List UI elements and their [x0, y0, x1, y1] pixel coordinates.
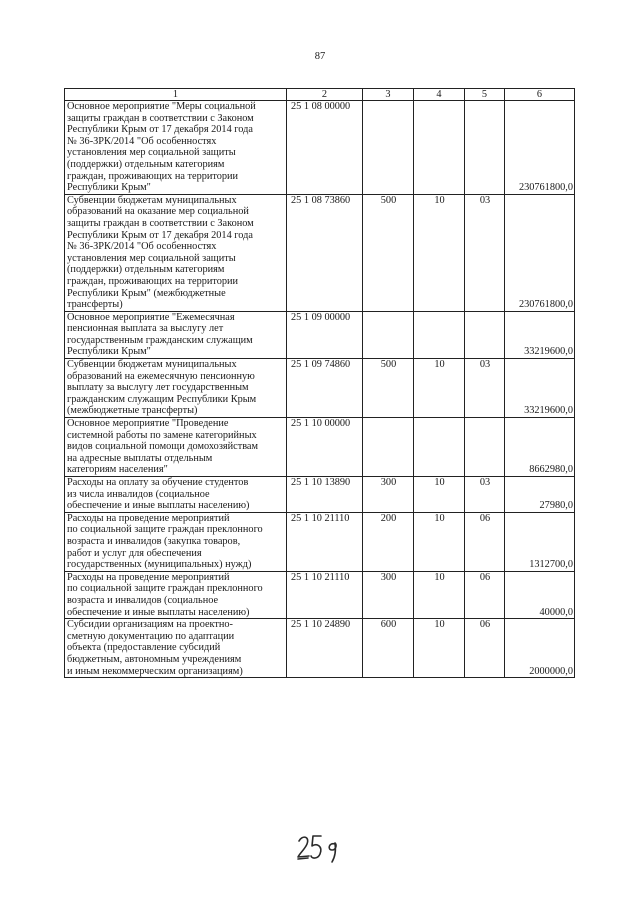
row-subsection: 06	[465, 619, 505, 678]
column-header: 6	[505, 89, 575, 101]
handwritten-page-number	[295, 832, 345, 864]
row-name: Основное мероприятие "Ежемесячная пенсионная выплата за выслугу лет государственным гражданским служащим Республики Крым"	[65, 311, 287, 358]
row-amount: 2000000,0	[505, 619, 575, 678]
row-type: 500	[363, 194, 414, 311]
row-section: 10	[414, 619, 465, 678]
row-code: 25 1 10 21110	[287, 571, 363, 618]
row-section: 10	[414, 359, 465, 418]
row-code: 25 1 10 13890	[287, 477, 363, 513]
table-row	[65, 512, 575, 571]
row-subsection: 03	[465, 194, 505, 311]
row-subsection	[465, 311, 505, 358]
page-number: 87	[314, 51, 326, 62]
row-name: Субвенции бюджетам муниципальных образований на ежемесячную пенсионную выплату за выслугу лет государственным гражданским служащим Республики Крым (межбюджетные трансферты)	[65, 359, 287, 418]
column-header: 1	[65, 89, 287, 101]
row-amount: 230761800,0	[505, 194, 575, 311]
table-row	[65, 571, 575, 618]
column-header: 4	[414, 89, 465, 101]
column-header: 5	[465, 89, 505, 101]
row-section: 10	[414, 512, 465, 571]
row-section	[414, 101, 465, 195]
row-section	[414, 418, 465, 477]
table-row	[65, 311, 575, 358]
row-name: Расходы на оплату за обучение студентов из числа инвалидов (социальное обеспечение и иные выплаты населению)	[65, 477, 287, 513]
budget-table	[64, 88, 575, 678]
row-name: Расходы на проведение мероприятий по социальной защите граждан преклонного возраста и инвалидов (социальное обеспечение и иные выплаты населению)	[65, 571, 287, 618]
row-name: Расходы на проведение мероприятий по социальной защите граждан преклонного возраста и инвалидов (закупка товаров, работ и услуг для обеспечения государственных (муниципальных) нужд)	[65, 512, 287, 571]
table-row	[65, 477, 575, 513]
table-row	[65, 619, 575, 678]
row-subsection	[465, 101, 505, 195]
row-code: 25 1 08 73860	[287, 194, 363, 311]
row-code: 25 1 10 21110	[287, 512, 363, 571]
row-amount: 230761800,0	[505, 101, 575, 195]
row-subsection	[465, 418, 505, 477]
row-type: 200	[363, 512, 414, 571]
table-row	[65, 194, 575, 311]
row-subsection: 03	[465, 359, 505, 418]
row-subsection: 06	[465, 512, 505, 571]
row-name: Основное мероприятие "Проведение системной работы по замене категорийных видов социальной помощи домохозяйствам на адресные выплаты отдельным категориям населения"	[65, 418, 287, 477]
row-subsection: 03	[465, 477, 505, 513]
table-row	[65, 418, 575, 477]
row-name: Субсидии организациям на проектно- сметную документацию по адаптации объекта (предоставление субсидий бюджетным, автономным учреждениям и иным некоммерческим организациям)	[65, 619, 287, 678]
row-type	[363, 418, 414, 477]
row-type	[363, 101, 414, 195]
row-section	[414, 311, 465, 358]
row-code: 25 1 08 00000	[287, 101, 363, 195]
table-row	[65, 359, 575, 418]
row-code: 25 1 09 00000	[287, 311, 363, 358]
row-amount: 27980,0	[505, 477, 575, 513]
row-code: 25 1 09 74860	[287, 359, 363, 418]
column-header: 3	[363, 89, 414, 101]
row-type: 300	[363, 571, 414, 618]
table-header-row	[65, 89, 575, 101]
row-section: 10	[414, 194, 465, 311]
row-type	[363, 311, 414, 358]
row-amount: 1312700,0	[505, 512, 575, 571]
row-name: Субвенции бюджетам муниципальных образований на оказание мер социальной защиты граждан в соответствии с Законом Республики Крым от 17 декабря 2014 года № 36-ЗРК/2014 "Об особенностях установления мер социальной защиты (поддержки) отдельным категориям граждан, проживающих на территории Республики Крым" (межбюджетные трансферты)	[65, 194, 287, 311]
column-header: 2	[287, 89, 363, 101]
row-subsection: 06	[465, 571, 505, 618]
row-code: 25 1 10 00000	[287, 418, 363, 477]
row-amount: 33219600,0	[505, 311, 575, 358]
table-row	[65, 101, 575, 195]
row-section: 10	[414, 477, 465, 513]
row-amount: 40000,0	[505, 571, 575, 618]
row-type: 500	[363, 359, 414, 418]
row-type: 300	[363, 477, 414, 513]
row-section: 10	[414, 571, 465, 618]
row-type: 600	[363, 619, 414, 678]
row-amount: 8662980,0	[505, 418, 575, 477]
row-amount: 33219600,0	[505, 359, 575, 418]
row-code: 25 1 10 24890	[287, 619, 363, 678]
row-name: Основное мероприятие "Меры социальной защиты граждан в соответствии с Законом Республики Крым от 17 декабря 2014 года № 36-ЗРК/2014 "Об особенностях установления мер социальной защиты (поддержки) отдельным категориям граждан, проживающих на территории Республики Крым"	[65, 101, 287, 195]
